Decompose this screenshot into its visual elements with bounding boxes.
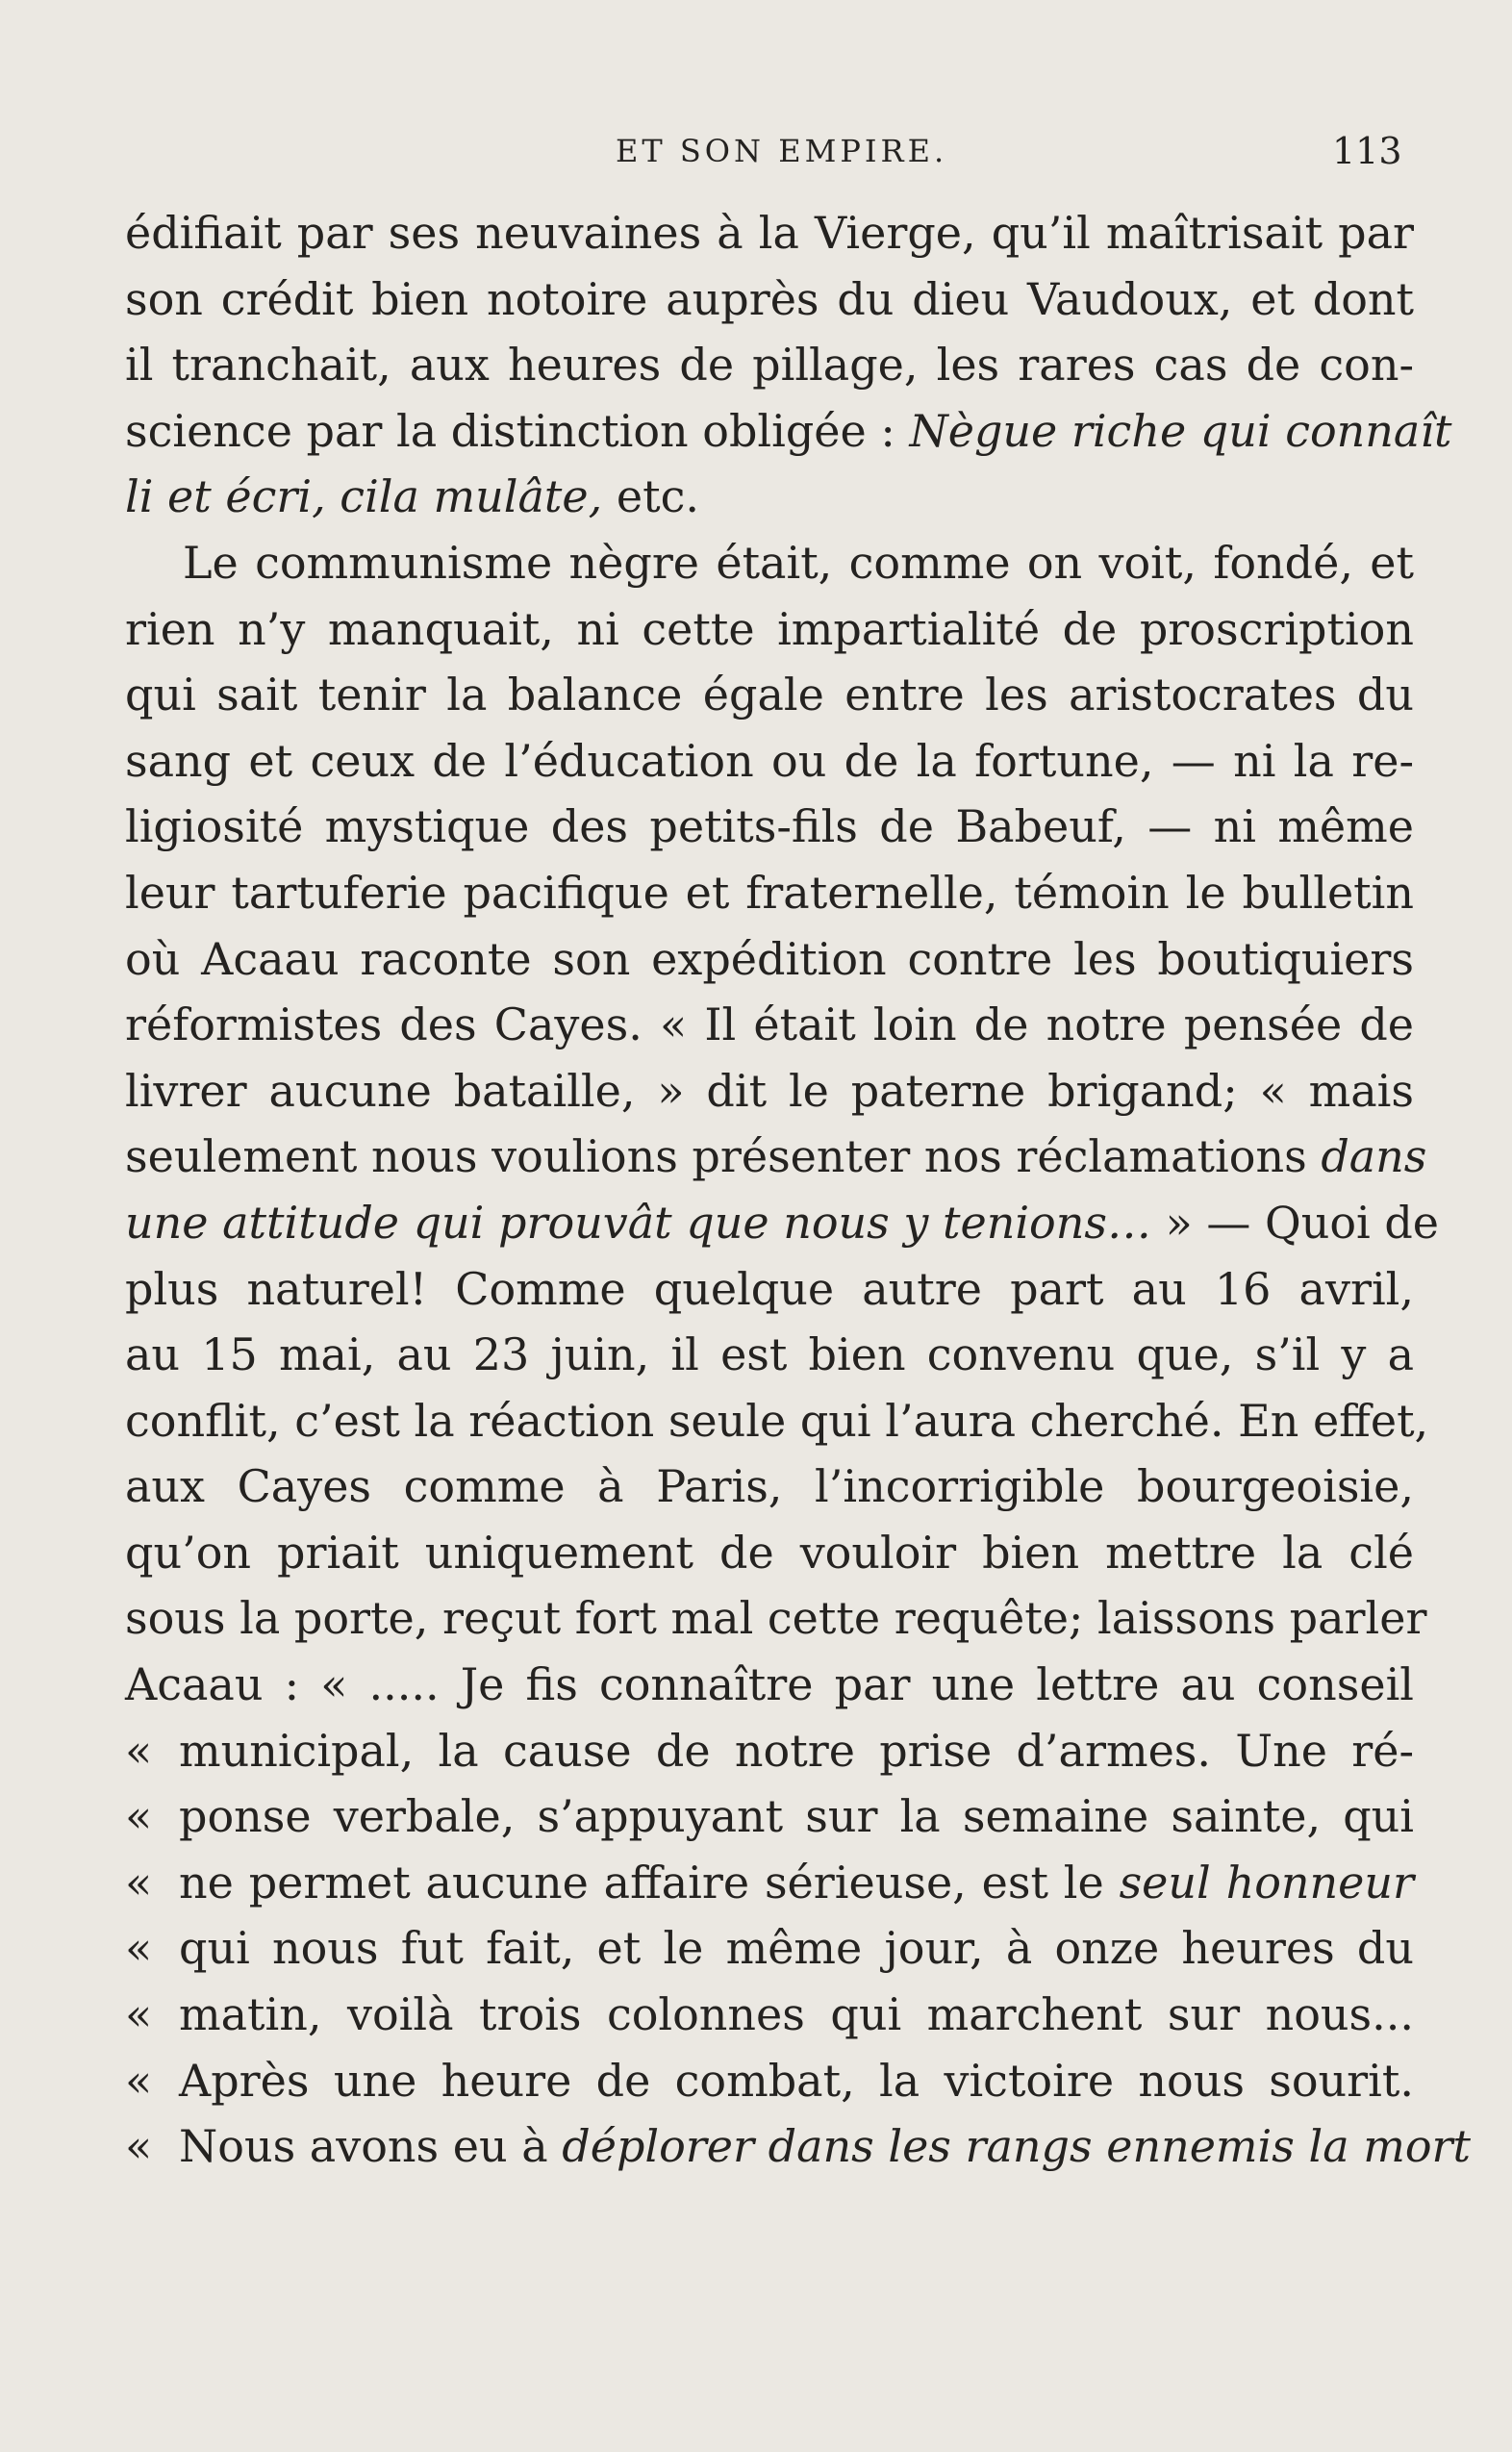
quote-mark: « bbox=[125, 1856, 153, 1909]
line-text: Nous avons eu à bbox=[179, 2120, 563, 2173]
text-line bbox=[125, 1585, 1427, 1652]
text-line bbox=[125, 1652, 1414, 1718]
text-line bbox=[125, 1783, 1414, 1850]
text-line bbox=[125, 1124, 1427, 1190]
running-head: ET SON EMPIRE. bbox=[616, 133, 948, 169]
text-line bbox=[125, 1190, 1440, 1256]
line-text: livrer aucune bataille, » dit le paterne brigand; « mais bbox=[125, 1064, 1414, 1117]
text-line bbox=[125, 2048, 1414, 2114]
text-line bbox=[125, 794, 1414, 860]
quote-mark: « bbox=[125, 1988, 153, 2041]
line-text: aux Cayes comme à Paris, l’incorrigible bourgeoisie, bbox=[125, 1460, 1414, 1513]
italic-text: li et écri, cila mulâte, bbox=[125, 470, 603, 523]
line-text: son crédit bien notoire auprès du dieu Vaudoux, et dont bbox=[125, 272, 1414, 325]
text-line bbox=[125, 1850, 1414, 1916]
page-header bbox=[0, 127, 1512, 175]
text-line bbox=[125, 2113, 1472, 2180]
line-text: municipal, la cause de notre prise d’armes. Une ré- bbox=[179, 1724, 1414, 1777]
text-line bbox=[125, 1256, 1414, 1323]
text-line bbox=[125, 596, 1414, 663]
text-line bbox=[125, 926, 1414, 993]
line-text: il tranchait, aux heures de pillage, les rares cas de con- bbox=[125, 339, 1414, 392]
italic-text: une attitude qui prouvât que nous y tenions… bbox=[125, 1196, 1151, 1249]
italic-text: Nègue riche qui connaît bbox=[909, 404, 1452, 457]
line-text: Acaau : « ..... Je fis connaître par une lettre au conseil bbox=[125, 1658, 1414, 1711]
line-text: etc. bbox=[602, 470, 699, 523]
text-line bbox=[125, 530, 1414, 596]
body-text bbox=[125, 200, 1472, 2180]
italic-text: dans bbox=[1321, 1130, 1427, 1183]
line-text: au 15 mai, au 23 juin, il est bien convenu que, s’il y a bbox=[125, 1328, 1414, 1381]
line-text: leur tartuferie pacifique et fraternelle, témoin le bulletin bbox=[125, 866, 1414, 919]
quote-mark: « bbox=[125, 1724, 153, 1777]
italic-text: seul honneur bbox=[1119, 1856, 1414, 1909]
line-text: rien n’y manquait, ni cette impartialité de proscription bbox=[125, 602, 1414, 655]
page-number: 113 bbox=[1332, 130, 1402, 172]
quote-mark: « bbox=[125, 2120, 153, 2173]
line-text: ligiosité mystique des petits-fils de Babeuf, — ni même bbox=[125, 800, 1414, 853]
line-text: qui nous fut fait, et le même jour, à onze heures du bbox=[179, 1922, 1414, 1975]
line-text: science par la distinction obligée : bbox=[125, 404, 910, 457]
text-line bbox=[125, 992, 1414, 1058]
text-line bbox=[125, 1388, 1429, 1454]
quote-mark: « bbox=[125, 1922, 153, 1975]
text-line bbox=[125, 1718, 1414, 1784]
line-text: » — Quoi de bbox=[1150, 1196, 1440, 1249]
text-line bbox=[125, 332, 1414, 398]
text-line bbox=[125, 1915, 1414, 1982]
text-line bbox=[125, 200, 1414, 266]
line-text: qui sait tenir la balance égale entre les aristocrates du bbox=[125, 669, 1414, 721]
text-line bbox=[125, 662, 1414, 728]
line-text: sous la porte, reçut fort mal cette requête; laissons parler bbox=[125, 1592, 1427, 1645]
line-text: édifiait par ses neuvaines à la Vierge, qu’il maîtrisait par bbox=[125, 207, 1414, 259]
text-line bbox=[125, 1454, 1414, 1520]
text-line bbox=[125, 398, 1452, 465]
quote-mark: « bbox=[125, 1790, 153, 1843]
line-text: seulement nous voulions présenter nos réclamations bbox=[125, 1130, 1322, 1183]
text-line bbox=[125, 1520, 1414, 1586]
text-line bbox=[125, 266, 1414, 333]
text-line bbox=[125, 860, 1414, 926]
text-line bbox=[125, 728, 1414, 795]
text-line bbox=[125, 464, 1414, 530]
line-text: réformistes des Cayes. « Il était loin de notre pensée de bbox=[125, 998, 1414, 1051]
line-text: Le communisme nègre était, comme on voit, fondé, et bbox=[183, 536, 1414, 589]
line-text: ne permet aucune affaire sérieuse, est le bbox=[179, 1856, 1120, 1909]
line-text: plus naturel! Comme quelque autre part au 16 avril, bbox=[125, 1262, 1414, 1315]
text-line bbox=[125, 1322, 1414, 1388]
line-text: matin, voilà trois colonnes qui marchent sur nous... bbox=[179, 1988, 1414, 2041]
text-line bbox=[125, 1058, 1414, 1125]
line-text: qu’on priait uniquement de vouloir bien mettre la clé bbox=[125, 1526, 1414, 1579]
quote-mark: « bbox=[125, 2054, 153, 2107]
line-text: sang et ceux de l’éducation ou de la fortune, — ni la re- bbox=[125, 734, 1414, 787]
text-line bbox=[125, 1982, 1414, 2048]
italic-text: déplorer dans les rangs ennemis la mort bbox=[562, 2120, 1472, 2173]
line-text: conflit, c’est la réaction seule qui l’aura cherché. En effet, bbox=[125, 1394, 1429, 1447]
line-text: ponse verbale, s’appuyant sur la semaine sainte, qui bbox=[179, 1790, 1414, 1843]
line-text: où Acaau raconte son expédition contre les boutiquiers bbox=[125, 932, 1414, 985]
line-text: Après une heure de combat, la victoire nous sourit. bbox=[179, 2054, 1414, 2107]
